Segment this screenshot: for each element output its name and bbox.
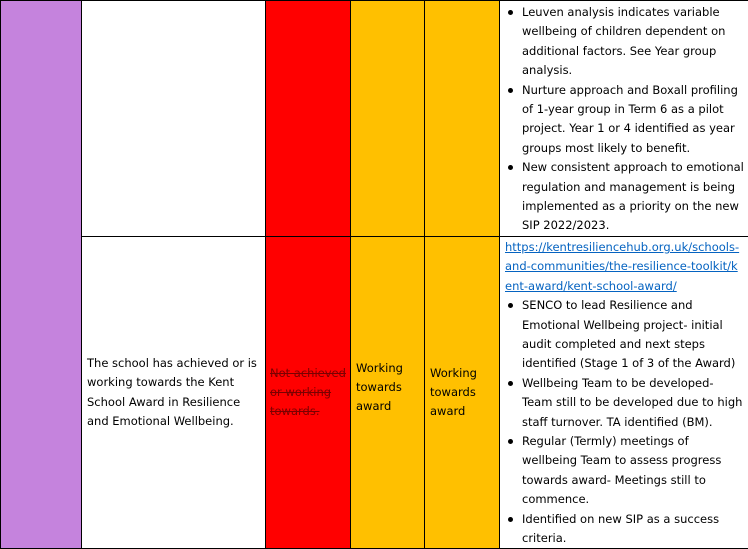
list-item: Identified on new SIP as a success criteria. [522,510,748,549]
kent-resilience-hub-link[interactable]: https://kentresiliencehub.org.uk/schools-and-communities/the-resilience-toolkit/kent-award/kent-school-award/ [500,237,748,296]
status-cell-red [266,236,351,549]
category-color-cell [1,1,82,549]
notes-list [500,296,748,548]
status-text [266,364,350,422]
list-item: Wellbeing Team to be developed- Team still to be developed due to high staff turnover. TA identified (BM). [522,374,748,432]
notes-cell [500,1,748,237]
status-cell-red [266,1,351,237]
table-row [1,236,748,549]
criteria-text: The school has achieved or is working towards the Kent School Award in Resilience and Emotional Wellbeing. [82,354,265,432]
status-text: Working towards award [425,364,499,422]
notes-list [500,3,748,236]
table-row [1,1,748,237]
status-cell-amber [351,1,425,237]
status-text: Working towards award [351,359,424,417]
list-item: New consistent approach to emotional regulation and management is being implemented as a priority on the new SIP 2022/2023. [522,158,748,236]
notes-cell [500,236,748,549]
list-item: Regular (Termly) meetings of wellbeing Team to assess progress towards award- Meetings still to commence. [522,432,748,510]
criteria-cell [82,1,266,237]
status-cell-amber [425,236,500,549]
status-cell-amber [425,1,500,237]
list-item: SENCO to lead Resilience and Emotional Wellbeing project- initial audit completed and next steps identified (Stage 1 of 3 of the Award) [522,296,748,374]
criteria-cell [82,236,266,549]
status-cell-amber [351,236,425,549]
list-item: Nurture approach and Boxall profiling of 1-year group in Term 6 as a pilot project. Year 1 or 4 identified as year groups most likely to benefit. [522,81,748,159]
list-item: Leuven analysis indicates variable wellbeing of children dependent on additional factors. See Year group analysis. [522,3,748,81]
status-strikethrough-text: Not achieved or working towards. [270,366,346,419]
